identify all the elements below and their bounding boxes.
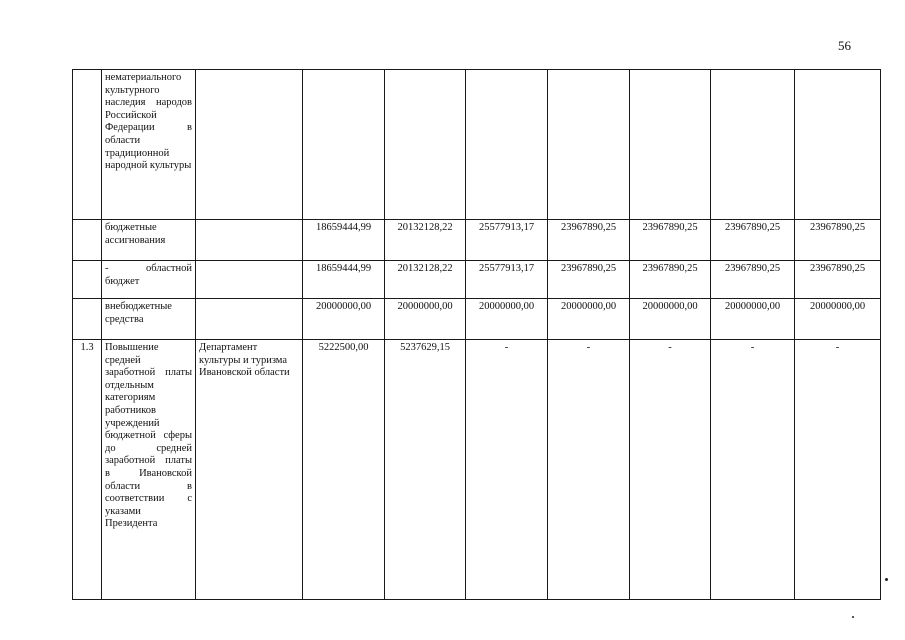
cell-value	[385, 70, 466, 220]
cell-value: 20000000,00	[795, 299, 881, 340]
cell-number	[73, 299, 102, 340]
table-row	[73, 220, 881, 261]
cell-value: 20000000,00	[303, 299, 385, 340]
table-row	[73, 299, 881, 340]
cell-value: 25577913,17	[466, 220, 548, 261]
cell-number	[73, 220, 102, 261]
cell-value: 23967890,25	[711, 261, 795, 299]
cell-value: 20000000,00	[466, 299, 548, 340]
cell-name: бюджетные ассигнования	[102, 220, 196, 261]
cell-value: -	[466, 340, 548, 600]
cell-value: 5237629,15	[385, 340, 466, 600]
cell-executor	[196, 299, 303, 340]
cell-value: -	[548, 340, 630, 600]
cell-value	[711, 70, 795, 220]
scan-speck	[885, 578, 888, 581]
cell-value: 5222500,00	[303, 340, 385, 600]
cell-value: 23967890,25	[630, 220, 711, 261]
cell-number	[73, 70, 102, 220]
cell-value: 20000000,00	[630, 299, 711, 340]
cell-value: -	[630, 340, 711, 600]
cell-executor: Департамент культуры и туризма Ивановской области	[196, 340, 303, 600]
budget-table	[72, 69, 881, 600]
cell-value: 23967890,25	[548, 261, 630, 299]
table-row	[73, 261, 881, 299]
table-row	[73, 340, 881, 600]
cell-executor	[196, 220, 303, 261]
cell-value	[303, 70, 385, 220]
cell-number	[73, 261, 102, 299]
cell-value	[630, 70, 711, 220]
cell-value: 20000000,00	[548, 299, 630, 340]
cell-value: 25577913,17	[466, 261, 548, 299]
document-sheet	[72, 69, 881, 600]
cell-value: 23967890,25	[795, 220, 881, 261]
page-number: 56	[838, 38, 851, 53]
cell-value	[466, 70, 548, 220]
cell-value	[795, 70, 881, 220]
cell-name: - областной бюджет	[102, 261, 196, 299]
cell-name: нематериального культурного наследия народов Российской Федерации в области традиционной народной культуры	[102, 70, 196, 220]
cell-executor	[196, 261, 303, 299]
cell-value: 23967890,25	[795, 261, 881, 299]
cell-value	[548, 70, 630, 220]
cell-value: 23967890,25	[630, 261, 711, 299]
cell-value: 20132128,22	[385, 261, 466, 299]
cell-value: -	[795, 340, 881, 600]
cell-value: 20000000,00	[711, 299, 795, 340]
cell-value: 20000000,00	[385, 299, 466, 340]
cell-value: 23967890,25	[711, 220, 795, 261]
cell-value: 18659444,99	[303, 261, 385, 299]
cell-value: -	[711, 340, 795, 600]
cell-name: внебюджетные средства	[102, 299, 196, 340]
scan-speck	[852, 616, 854, 618]
table-row	[73, 70, 881, 220]
cell-value: 23967890,25	[548, 220, 630, 261]
cell-executor	[196, 70, 303, 220]
cell-value: 18659444,99	[303, 220, 385, 261]
cell-number: 1.3	[73, 340, 102, 600]
cell-name: Повышение средней заработной платы отдельным категориям работников учреждений бюджетной сферы до средней заработной платы в Ивановской области в соответствии с указами Президента	[102, 340, 196, 600]
cell-value: 20132128,22	[385, 220, 466, 261]
